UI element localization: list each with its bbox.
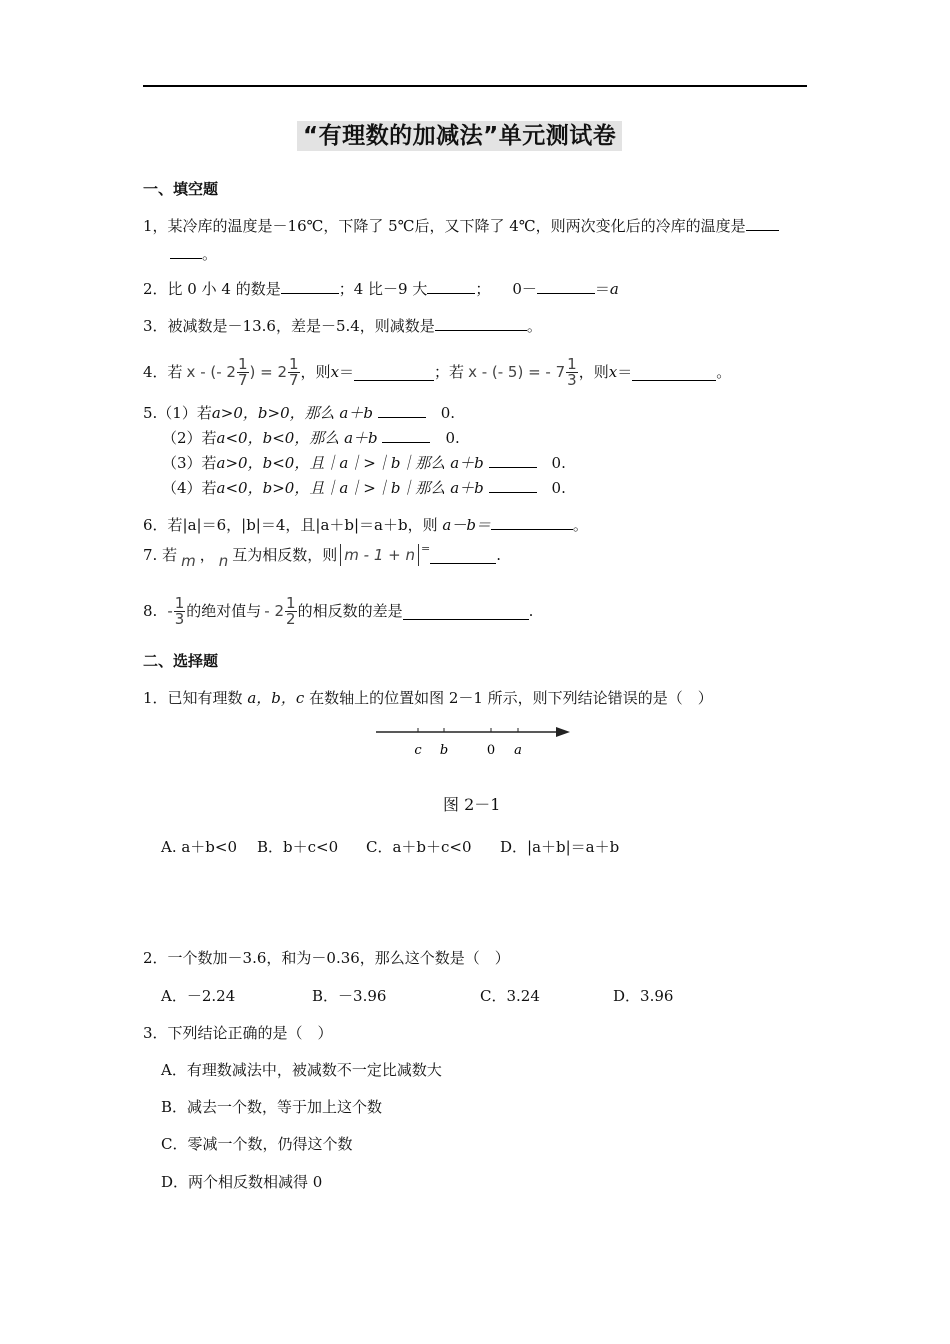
question-4-end: 。 [716, 363, 732, 381]
answer-blank[interactable] [632, 364, 716, 381]
question-7-mid: 互为相反数，则 [232, 546, 338, 564]
denominator: 3 [174, 609, 185, 628]
choice-3-option-d[interactable]: D．两个相反数相减得 0 [161, 1173, 323, 1191]
answer-blank[interactable] [354, 364, 434, 381]
fraction-1-3 [566, 354, 578, 389]
question-8-mid: 的绝对值与 [186, 602, 262, 620]
question-5-4 [162, 476, 566, 498]
question-1-end: 。 [202, 245, 218, 263]
choice-1-option-b[interactable]: B．b＋c<0 [257, 838, 339, 856]
equals-sign: = [420, 542, 431, 555]
number-line-figure [370, 722, 580, 762]
question-8-number: 8. [143, 602, 158, 620]
variable-n: n [218, 552, 229, 570]
minus-sign: - [167, 602, 173, 620]
question-4-expr-mid: ) = 2 [249, 363, 287, 381]
question-5-4-lead: （4）若 [162, 479, 217, 497]
equals-sign: ＝ [617, 363, 633, 381]
question-5-3-end: 0. [551, 454, 566, 472]
axis-arrow-icon [556, 727, 570, 737]
question-5-4-condition: a<0，b>0，且｜a｜>｜b｜那么 a＋b [216, 479, 484, 497]
axis-label-0: 0 [486, 743, 496, 758]
denominator: 3 [567, 370, 577, 389]
question-2-part-e: ＝ [594, 280, 610, 298]
axis-label-a: a [514, 743, 522, 758]
answer-blank[interactable] [430, 547, 496, 564]
figure-caption: 图 2－1 [443, 795, 501, 814]
question-4-second: ；若 [434, 363, 465, 381]
comma: ， [199, 546, 215, 564]
answer-blank[interactable] [489, 451, 537, 468]
answer-blank[interactable] [489, 476, 537, 493]
numerator: 1 [174, 593, 185, 612]
question-4-expr-2: x - (- 5) = - 7 [468, 363, 566, 381]
denominator: 2 [286, 609, 296, 628]
equals-sign: ＝ [339, 363, 355, 381]
answer-blank[interactable] [435, 314, 527, 331]
choice-3-option-b[interactable]: B．减去一个数，等于加上这个数 [161, 1098, 383, 1116]
axis-label-b: b [439, 743, 449, 758]
choice-question-2: 2．一个数加－3.6，和为－0.36，那么这个数是（ ） [143, 949, 510, 967]
question-4-then: ，则 [300, 363, 331, 381]
question-5-1-condition: a>0，b>0，那么 a＋b [211, 404, 373, 422]
question-5-2-end: 0. [445, 429, 460, 447]
question-6 [143, 513, 588, 535]
question-5-2-condition: a<0，b<0，那么 a＋b [216, 429, 378, 447]
question-8-tail: 的相反数的差是 [297, 602, 403, 620]
answer-blank[interactable] [378, 401, 426, 418]
question-8-end: . [528, 602, 534, 620]
answer-blank[interactable] [746, 214, 779, 231]
page-title: “有理数的加减法”单元测试卷 [297, 121, 622, 151]
answer-blank[interactable] [403, 603, 529, 620]
question-7-end: . [496, 546, 501, 564]
answer-blank[interactable] [537, 277, 595, 294]
variable-m: m [181, 552, 196, 570]
answer-blank[interactable] [170, 242, 202, 259]
answer-blank[interactable] [427, 277, 475, 294]
fraction-1-7 [288, 354, 300, 389]
choice-1-option-a[interactable]: A. a＋b<0 [161, 838, 238, 856]
header-rule [143, 85, 807, 87]
question-7-lead: 7. 若 [143, 546, 178, 564]
variable-x: x [608, 363, 618, 381]
question-5-2 [162, 426, 460, 448]
question-1-text: 1，某冷库的温度是－16℃，下降了 5℃后，又下降了 4℃，则两次变化后的冷库的温度是 [143, 217, 746, 235]
question-4-lead: 4．若 [143, 363, 183, 381]
question-5-1 [143, 401, 455, 423]
choice-question-1 [143, 688, 713, 708]
fraction-1-3 [174, 593, 186, 628]
question-6-end: 。 [572, 516, 588, 534]
question-4 [143, 352, 731, 392]
question-4-then-2: ，则 [578, 363, 609, 381]
choice-1-vars: a，b，c [247, 689, 305, 707]
variable-x: x [330, 363, 340, 381]
denominator: 7 [289, 370, 299, 389]
choice-2-option-d[interactable]: D．3.96 [613, 987, 674, 1005]
variable-a: a [609, 280, 619, 298]
numerator: 1 [567, 354, 577, 373]
numerator: 1 [286, 593, 296, 612]
choice-1-stem: 1．已知有理数 [143, 689, 243, 707]
choice-1-stem-2: 在数轴上的位置如图 2－1 所示，则下列结论错误的是（ ） [309, 689, 713, 707]
answer-blank[interactable] [382, 426, 430, 443]
fraction-1-2 [285, 593, 297, 628]
question-2-part-c: ； [475, 280, 491, 298]
question-3 [143, 314, 542, 336]
absolute-value-expression: m - 1 + n [340, 544, 419, 566]
question-3-text: 3．被减数是－13.6，差是－5.4，则减数是 [143, 317, 435, 335]
choice-3-option-a[interactable]: A．有理数减法中，被减数不一定比减数大 [161, 1061, 442, 1079]
question-5-3-condition: a>0，b<0，且｜a｜>｜b｜那么 a＋b [216, 454, 484, 472]
choice-2-option-a[interactable]: A．－2.24 [161, 987, 236, 1005]
question-5-1-end: 0. [440, 404, 456, 422]
question-8-mixed-number: - 2 [264, 602, 285, 620]
question-5-2-lead: （2）若 [162, 429, 217, 447]
choice-1-option-c[interactable]: C．a＋b＋c<0 [366, 838, 472, 856]
question-8 [143, 590, 533, 632]
question-1 [143, 214, 779, 236]
question-2 [143, 277, 619, 299]
question-2-part-b: ；4 比－9 大 [338, 280, 428, 298]
choice-1-option-d[interactable]: D．|a＋b|＝a＋b [500, 838, 620, 856]
question-3-end: 。 [526, 317, 542, 335]
question-2-part-d: 0－ [512, 280, 537, 298]
question-7 [143, 540, 501, 570]
numerator: 1 [289, 354, 299, 373]
choice-2-option-b[interactable]: B．－3.96 [312, 987, 387, 1005]
section-heading-multiple-choice: 二、选择题 [143, 652, 219, 670]
choice-2-option-c[interactable]: C．3.24 [480, 987, 540, 1005]
numerator: 1 [237, 354, 248, 373]
question-2-part-a: 2．比 0 小 4 的数是 [143, 280, 281, 298]
question-6-expr: a－b＝ [442, 516, 491, 534]
question-1-cont [170, 242, 217, 264]
question-5-4-end: 0. [551, 479, 566, 497]
axis-label-c: c [414, 743, 422, 758]
answer-blank[interactable] [281, 277, 339, 294]
question-5-3 [162, 451, 566, 473]
question-5-1-lead: 5.（1）若 [143, 404, 212, 422]
answer-blank[interactable] [491, 513, 573, 530]
choice-question-3: 3．下列结论正确的是（ ） [143, 1024, 333, 1042]
choice-3-option-c[interactable]: C．零减一个数，仍得这个数 [161, 1135, 353, 1153]
denominator: 7 [237, 370, 248, 389]
question-4-expr-1: x - (- 2 [186, 363, 236, 381]
fraction-1-7 [237, 354, 249, 389]
question-5-3-lead: （3）若 [162, 454, 217, 472]
section-heading-fill-in: 一、填空题 [143, 180, 219, 198]
question-6-text: 6．若|a|＝6，|b|＝4，且|a＋b|＝a＋b，则 [143, 516, 438, 534]
